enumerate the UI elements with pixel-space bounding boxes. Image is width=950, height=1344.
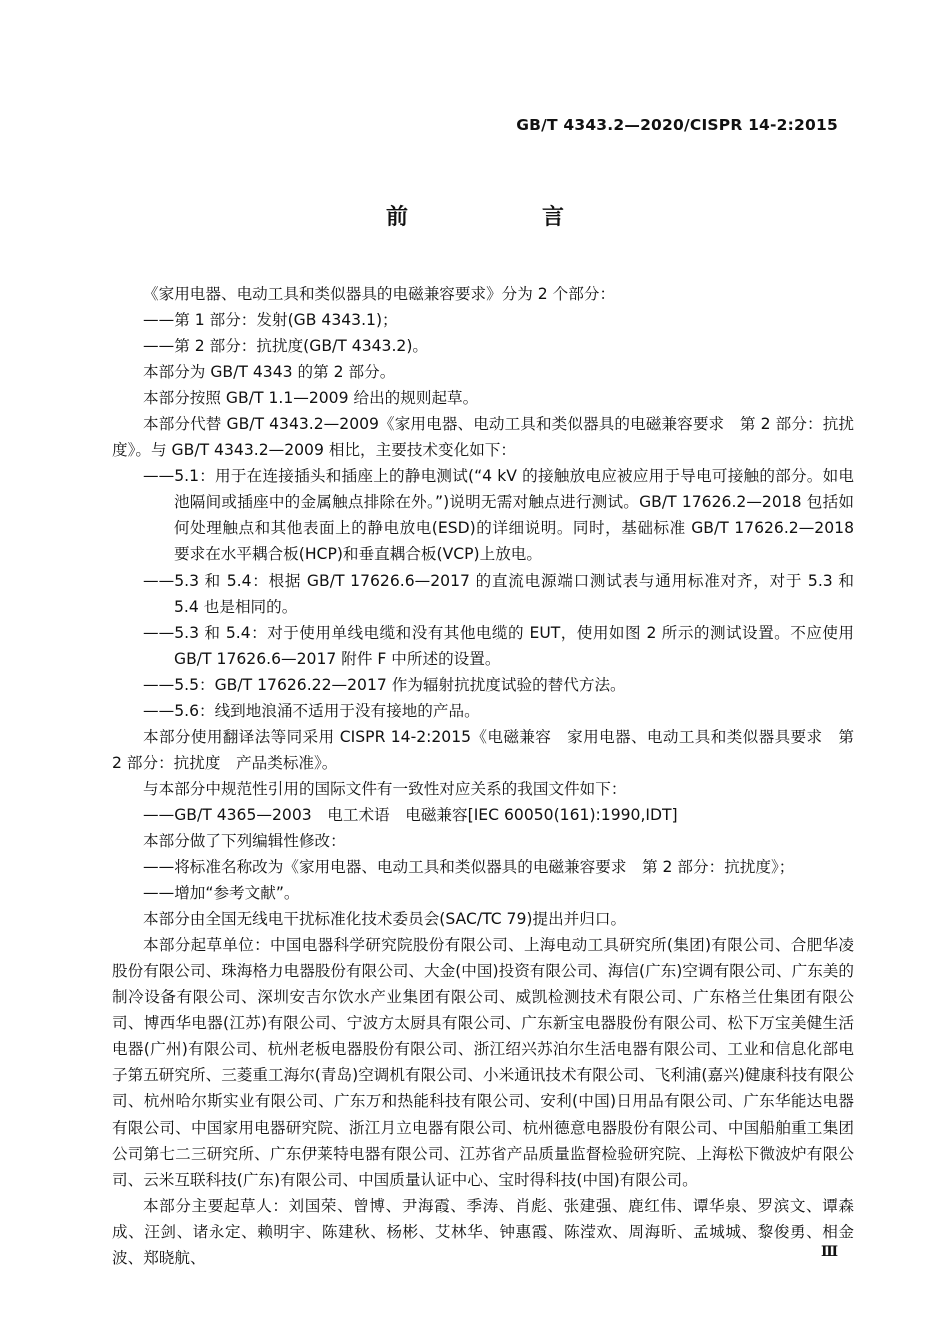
list-item-part2: ——第 2 部分：抗扰度(GB/T 4343.2)。 — [143, 337, 429, 356]
list-item-change-5-5: ——5.5：GB/T 17626.22—2017 作为辐射抗扰度试验的替代方法。 — [143, 675, 626, 694]
page-number: Ⅲ — [820, 1244, 838, 1260]
list-item-change-5-6: ——5.6：线到地浪涌不适用于没有接地的产品。 — [143, 701, 480, 720]
paragraph-replaces: 本部分代替 GB/T 4343.2—2009《家用电器、电动工具和类似器具的电磁兼容要求 第 2 部分：抗扰度》。与 GB/T 4343.2—2009 相比，主要技术变化如下： — [112, 415, 854, 460]
paragraph-drafting-rules: 本部分按照 GB/T 1.1—2009 给出的规则起草。 — [143, 389, 479, 408]
paragraph-part-statement: 本部分为 GB/T 4343 的第 2 部分。 — [143, 363, 396, 382]
standard-number: GB/T 4343.2—2020/CISPR 14-2:2015 — [516, 116, 838, 134]
list-item-part1: ——第 1 部分：发射(GB 4343.1)； — [143, 311, 398, 330]
paragraph-drafters: 本部分主要起草人：刘国荣、曾博、尹海霞、季涛、肖彪、张建强、鹿红伟、谭华泉、罗滨文、谭森成、汪剑、诸永定、赖明宇、陈建秋、杨彬、艾林华、钟惠霞、陈滢欢、周海昕、孟城城、黎俊勇、相金波、郑晓航、 — [112, 1196, 854, 1267]
paragraph-drafting-units: 本部分起草单位：中国电器科学研究院股份有限公司、上海电动工具研究所(集团)有限公司、合肥华凌股份有限公司、珠海格力电器股份有限公司、大金(中国)投资有限公司、海信(广东)空调有限公司、广东美的制冷设备有限公司、深圳安吉尔饮水产业集团有限公司、威凯检测技术有限公司、广东格兰仕集团有限公司、博西华电器(江苏)有限公司、宁波方太厨具有限公司、广东新宝电器股份有限公司、松下万宝美健生活电器(广州)有限公司、杭州老板电器股份有限公司、浙江绍兴苏泊尔生活电器有限公司、工业和信息化部电子第五研究所、三菱重工海尔(青岛)空调机有限公司、小米通讯技术有限公司、飞利浦(嘉兴)健康科技有限公司、杭州哈尔斯实业有限公司、广东万和热能科技有限公司、安利(中国)日用品有限公司、广东华能达电器有限公司、中国家用电器研究院、浙江月立电器有限公司、杭州德意电器股份有限公司、中国船舶重工集团公司第七二三研究所、广东伊莱特电器有限公司、江苏省产品质量监督检验研究院、上海松下微波炉有限公司、云米互联科技(广东)有限公司、中国质量认证中心、宝时得科技(中国)有限公司。 — [112, 936, 854, 1189]
paragraph-adoption: 本部分使用翻译法等同采用 CISPR 14-2:2015《电磁兼容 家用电器、电动工具和类似器具要求 第 2 部分：抗扰度 产品类标准》。 — [112, 727, 854, 772]
page-title: 前 言 — [385, 205, 620, 230]
list-item-change-5-3-b: ——5.3 和 5.4：对于使用单线电缆和没有其他电缆的 EUT，使用如图 2 所示的测试设置。不应使用 GB/T 17626.6—2017 附件 F 中所述的设置。 — [143, 623, 854, 668]
list-item-editorial-bibliography: ——增加“参考文献”。 — [143, 884, 300, 903]
paragraph-intro: 《家用电器、电动工具和类似器具的电磁兼容要求》分为 2 个部分： — [143, 285, 616, 303]
list-item-change-5-3-a: ——5.3 和 5.4：根据 GB/T 17626.6—2017 的直流电源端口测试表与通用标准对齐，对于 5.3 和 5.4 也是相同的。 — [143, 571, 854, 616]
list-item-reference: ——GB/T 4365—2003 电工术语 电磁兼容[IEC 60050(161):1990,IDT] — [143, 805, 678, 824]
list-item-editorial-name: ——将标准名称改为《家用电器、电动工具和类似器具的电磁兼容要求 第 2 部分：抗扰度》； — [143, 858, 795, 877]
paragraph-proposed-by: 本部分由全国无线电干扰标准化技术委员会(SAC/TC 79)提出并归口。 — [143, 910, 627, 929]
paragraph-references-intro: 与本部分中规范性引用的国际文件有一致性对应关系的我国文件如下： — [143, 779, 627, 798]
paragraph-editorial-intro: 本部分做了下列编辑性修改： — [143, 831, 346, 850]
list-item-change-5-1: ——5.1：用于在连接插头和插座上的静电测试(“4 kV 的接触放电应被应用于导电可接触的部分。如电池隔间或插座中的金属触点排除在外。”)说明无需对触点进行测试。GB/T 17626.2—2018 包括如何处理触点和其他表面上的静电放电(ESD)的详细说明。同时，基础标准 GB/T 17626.2—2018 要求在水平耦合板(HCP)和垂直耦合板(VCP)上放电。 — [143, 467, 854, 564]
preface-body — [112, 281, 854, 1271]
